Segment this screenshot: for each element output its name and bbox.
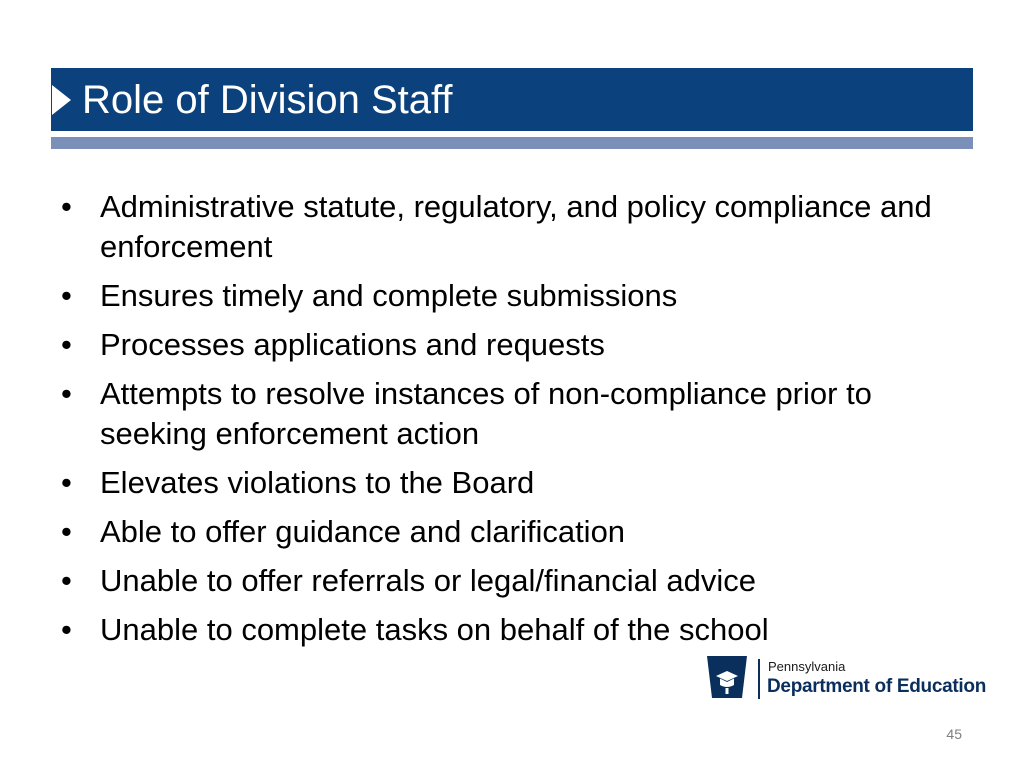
bullet-dot-icon: • [61, 465, 72, 500]
bullet-dot-icon: • [61, 563, 72, 598]
logo-divider [758, 659, 760, 699]
bullet-text: Able to offer guidance and clarification [100, 514, 626, 549]
bullet-text: Unable to complete tasks on behalf of the school [100, 612, 769, 647]
logo-department-name: Department of Education [767, 676, 987, 697]
bullet-dot-icon: • [61, 189, 72, 224]
title-arrow-icon [52, 85, 71, 115]
bullet-item [56, 561, 966, 601]
bullet-dot-icon: • [61, 278, 72, 313]
bullet-text: Administrative statute, regulatory, and policy compliance and enforcement [100, 189, 932, 264]
bullet-item [56, 276, 966, 316]
logo-state-name: Pennsylvania [768, 659, 846, 674]
bullet-text: Ensures timely and complete submissions [100, 278, 678, 313]
keystone-icon [706, 655, 748, 699]
bullet-dot-icon: • [61, 327, 72, 362]
bullet-dot-icon: • [61, 514, 72, 549]
bullet-dot-icon: • [61, 612, 72, 647]
slide-title: Role of Division Staff [82, 78, 453, 122]
bullet-list [56, 187, 966, 659]
bullet-dot-icon: • [61, 376, 72, 411]
page-number: 45 [946, 726, 962, 742]
bullet-text: Elevates violations to the Board [100, 465, 535, 500]
bullet-item [56, 187, 966, 267]
bullet-item [56, 325, 966, 365]
bullet-item [56, 512, 966, 552]
bullet-text: Processes applications and requests [100, 327, 605, 362]
bullet-item [56, 374, 966, 454]
bullet-item [56, 463, 966, 503]
bullet-item [56, 610, 966, 650]
title-underline [51, 137, 973, 149]
pde-logo [706, 655, 987, 701]
bullet-text: Attempts to resolve instances of non-compliance prior to seeking enforcement action [100, 376, 872, 451]
bullet-text: Unable to offer referrals or legal/financial advice [100, 563, 756, 598]
